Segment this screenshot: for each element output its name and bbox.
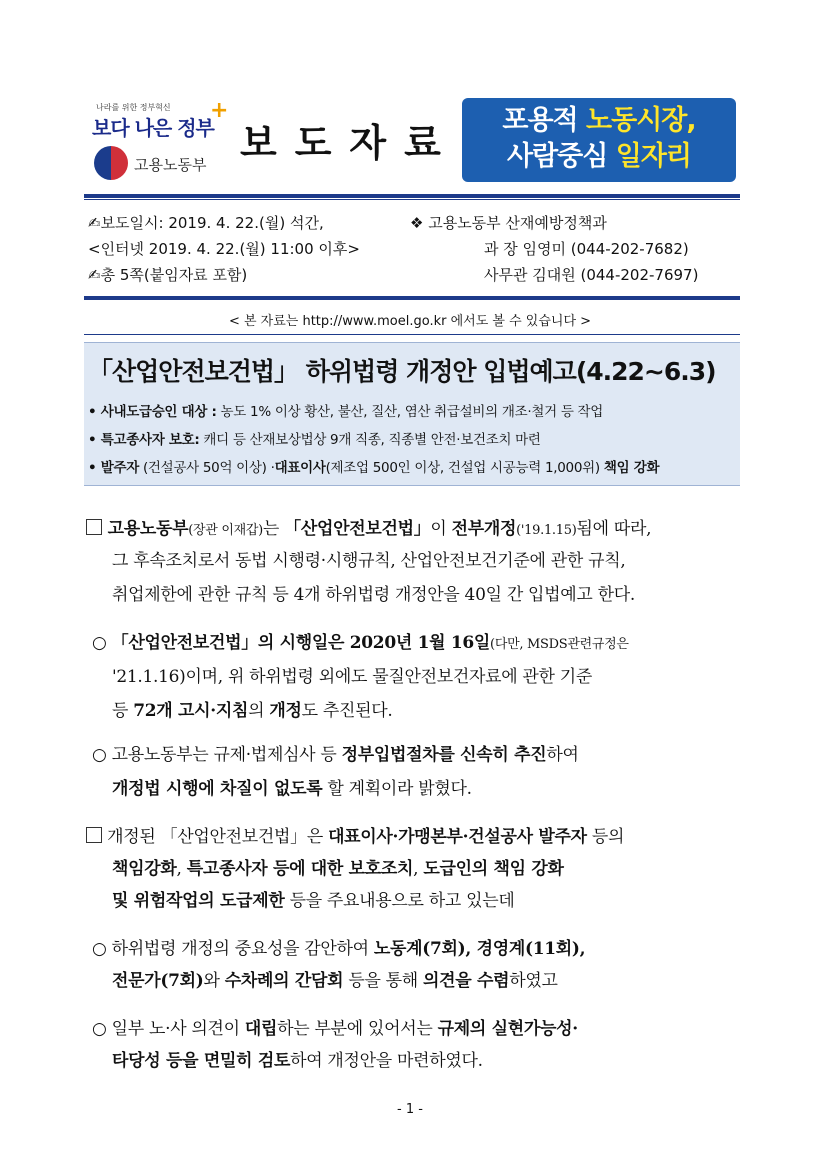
paragraph-line: 전문가(7회)와 수차례의 간담회 등을 통해 의견을 수렴하였고 [112, 971, 558, 991]
ministry-emblem-icon [94, 146, 128, 180]
paragraph-line: ○ 하위법령 개정의 중요성을 감안하여 노동계(7회), 경영계(11회), [92, 939, 586, 959]
release-date: ✍보도일시: 2019. 4. 22.(월) 석간, [88, 214, 324, 232]
paragraph-line: 그 후속조치로서 동법 시행령·시행규칙, 산업안전보건기준에 관한 규칙, [112, 551, 626, 571]
slogan-logo: 보다 나은 정부 [92, 116, 214, 140]
paragraph-line: ○ 「산업안전보건법」의 시행일은 2020년 1월 16일(다만, MSDS관련규정은 [92, 633, 629, 653]
paragraph-line: 및 위험작업의 도급제한 등을 주요내용으로 하고 있는데 [112, 891, 515, 911]
paragraph-line: ○ 고용노동부는 규제·법제심사 등 정부입법절차를 신속히 추진하여 [92, 745, 579, 765]
summary-bullet: • 사내도급승인 대상 : 농도 1% 이상 황산, 불산, 질산, 염산 취급설비의 개조·철거 등 작업 [88, 404, 604, 420]
ministry-name: 고용노동부 [134, 156, 207, 174]
divider [84, 199, 740, 200]
contact-director: 과 장 임영미 (044-202-7682) [484, 240, 689, 258]
policy-banner [462, 98, 736, 182]
checkbox-square-icon [86, 827, 102, 843]
summary-bullet: • 특고종사자 보호: 캐디 등 산재보상법상 9개 직종, 직종별 안전·보건조치 마련 [88, 432, 541, 448]
website-note: < 본 자료는 http://www.moel.go.kr 에서도 볼 수 있습니다 > [228, 314, 592, 329]
paragraph-line: 고용노동부(장관 이재갑)는 「산업안전보건법」이 전부개정('19.1.15)됨에 따라, [86, 514, 651, 539]
headline: 「산업안전보건법」 하위법령 개정안 입법예고(4.22~6.3) [88, 357, 716, 386]
paragraph-line: ○ 일부 노·사 의견이 대립하는 부분에 있어서는 규제의 실현가능성· [92, 1019, 578, 1039]
logo-block [92, 98, 229, 190]
paragraph-line: 개정된 「산업안전보건법」은 대표이사·가맹본부·건설공사 발주자 등의 [86, 822, 624, 847]
page-count: ✍총 5쪽(붙임자료 포함) [88, 266, 248, 284]
paragraph-line: 등 72개 고시·지침의 개정도 추진된다. [112, 701, 393, 721]
department: ❖ 고용노동부 산재예방정책과 [410, 214, 607, 232]
page-number: - 1 - [397, 1102, 423, 1117]
banner-text: 사람중심 [507, 141, 616, 172]
divider [84, 296, 740, 300]
paragraph-line: 타당성 등을 면밀히 검토하여 개정안을 마련하였다. [112, 1051, 483, 1071]
plus-icon: + [210, 98, 229, 123]
press-release-title: 보도자료 [240, 120, 459, 165]
paragraph-line: 취업제한에 관한 규칙 등 4개 하위법령 개정안을 40일 간 입법예고 한다. [112, 585, 635, 605]
paragraph-line: '21.1.16)이며, 위 하위법령 외에도 물질안전보건자료에 관한 기준 [112, 667, 593, 687]
internet-release: <인터넷 2019. 4. 22.(월) 11:00 이후> [88, 240, 360, 258]
banner-text: 포용적 [502, 105, 587, 136]
slogan-small: 나라를 위한 정부혁신 [96, 103, 171, 112]
summary-bullet: • 발주자 (건설공사 50억 이상) ·대표이사(제조업 500인 이상, 건설업 시공능력 1,000위) 책임 강화 [88, 460, 660, 476]
checkbox-square-icon [86, 519, 102, 535]
banner-highlight: 일자리 [615, 141, 691, 172]
contact-officer: 사무관 김대원 (044-202-7697) [484, 266, 699, 284]
paragraph-line: 개정법 시행에 차질이 없도록 할 계획이라 밝혔다. [112, 779, 472, 799]
divider [84, 334, 740, 335]
banner-highlight: 노동시장, [586, 105, 696, 136]
divider [84, 194, 740, 198]
paragraph-line: 책임강화, 특고종사자 등에 대한 보호조치, 도급인의 책임 강화 [112, 859, 564, 879]
